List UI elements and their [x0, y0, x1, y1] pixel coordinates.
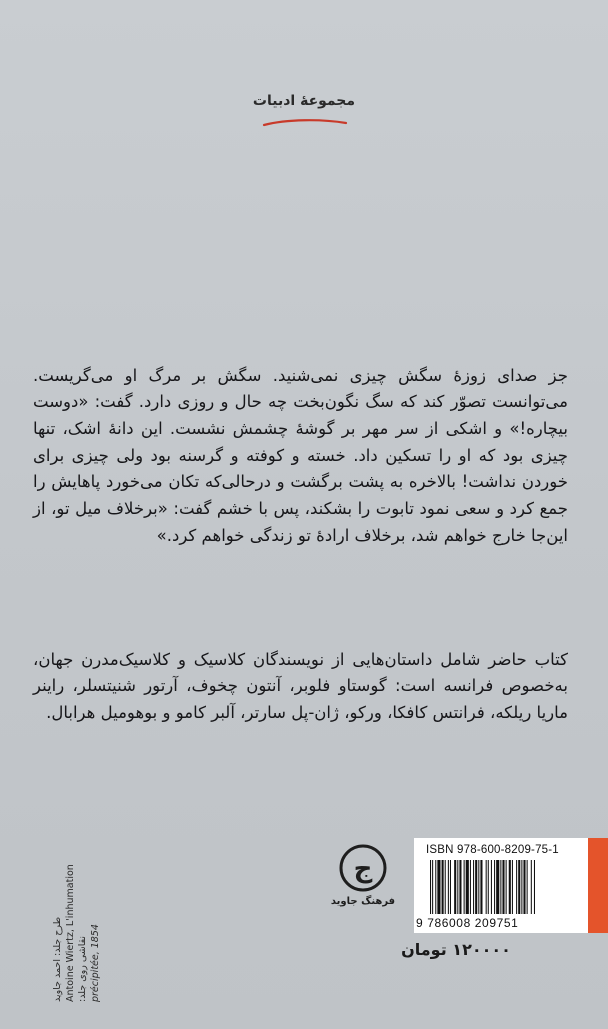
excerpt-paragraph: جز صدای زوزهٔ سگش چیزی نمی‌شنید. سگش بر مرگ او می‌گریست. می‌توانست تصوّر کند که سگ نگون‌بخت چه حال و روزی دارد. گفت: «دوست بیچاره!» و اشکی از سر مهر بر گوشهٔ چشمش نشست. این دانهٔ اشک، تنها چیزی بود که او را تسکین داد. خسته و کوفته و گرسنه بود ولی چیزی برای خوردن نداشت! بالاخره به پشت برگشت و درحالی‌که تکان می‌خورد پاهایش را جمع کرد و سعی نمود تابوت را بشکند، پس با خشم گفت: «برخلاف میل تو، از این‌جا خارج خواهم شد، برخلاف ارادهٔ تو زندگی خواهم کرد.»	[33, 365, 568, 545]
barcode-digits: 9 786008 209751	[416, 916, 519, 930]
publisher-logo-letter: ج	[353, 854, 373, 884]
publisher-name: فرهنگ جاوید	[330, 896, 396, 907]
description-paragraph: کتاب حاضر شامل داستان‌هایی از نویسندگان کلاسیک و کلاسیک‌مدرن جهان، به‌خصوص فرانسه است: گوستاو فلوبر، آنتون چخوف، آرتور شنیتسلر، راینر ماریا ریلکه، فرانتس کافکا، ورکو، ژان-پل سارتر، آلبر کامو و بوهومیل هرابال.	[33, 649, 568, 722]
publisher-logo-icon	[338, 843, 388, 893]
isbn-label: ISBN 978-600-8209-75-1	[426, 844, 559, 856]
designer-credit: طرح جلد: احمد جاوید	[52, 916, 63, 1002]
cover-credits	[52, 822, 102, 1002]
series-label: مجموعهٔ ادبیات	[252, 93, 356, 109]
painting-label: نقاشی روی جلد:	[77, 935, 88, 1002]
barcode-icon	[428, 860, 578, 914]
accent-stripe	[588, 838, 608, 933]
barcode-panel	[414, 838, 588, 933]
painting-detail: précipitée, 1854	[89, 924, 101, 1002]
painting-artist: Antoine Wiertz, L'inhumation	[64, 864, 76, 1002]
price-label: ۱۲۰۰۰۰ تومان	[401, 940, 511, 959]
series-underline-swoosh	[262, 118, 348, 128]
